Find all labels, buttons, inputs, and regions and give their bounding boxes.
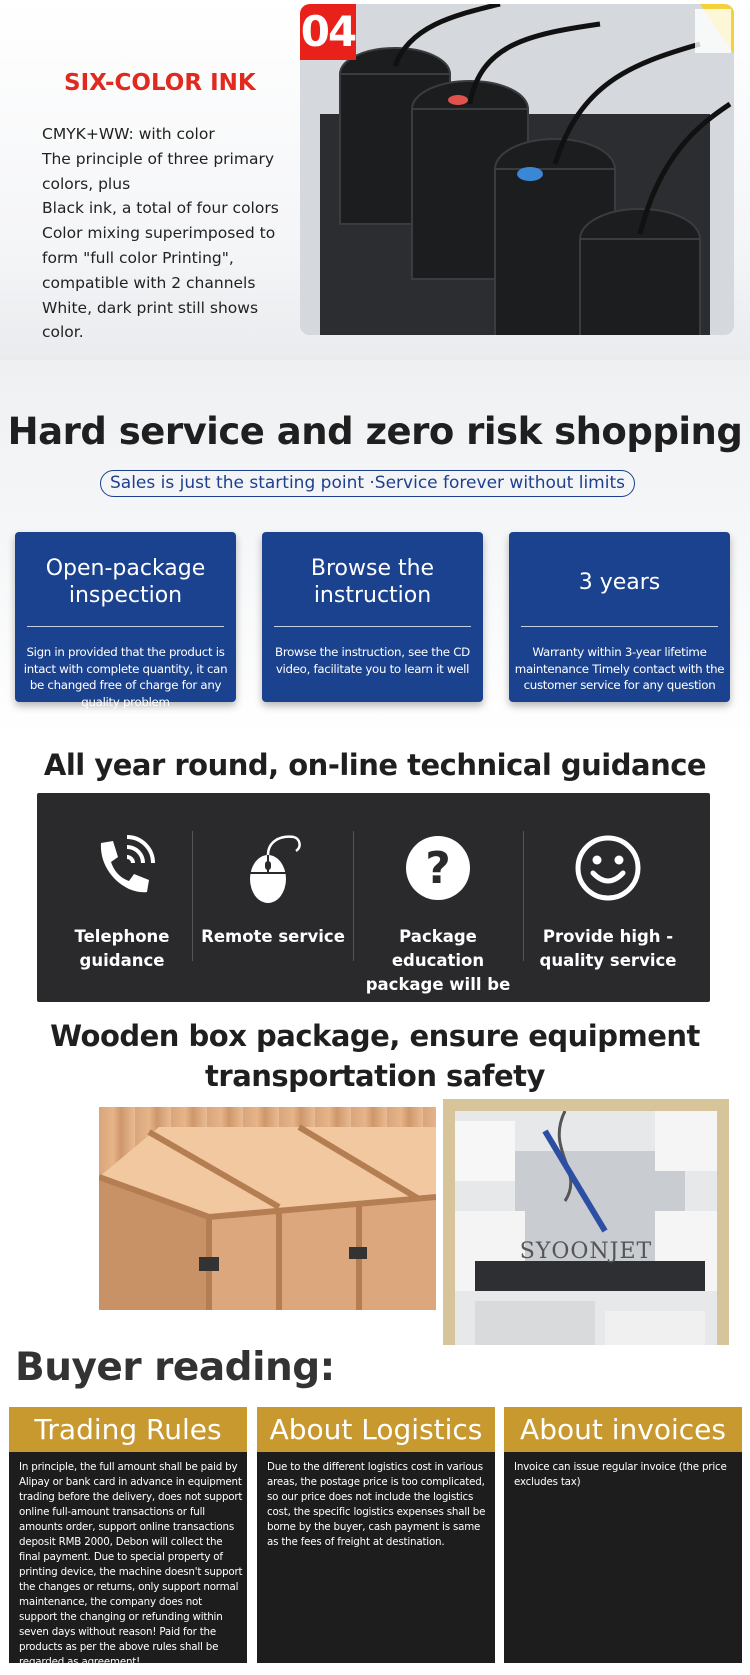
panel-text: Invoice can issue regular invoice (the price excludes tax)	[514, 1461, 727, 1488]
guidance-item-education	[353, 793, 523, 1002]
panel-heading: About invoices	[504, 1407, 742, 1452]
guidance-title: All year round, on-line technical guidance	[43, 748, 707, 782]
logistics-panel	[257, 1407, 495, 1663]
ink-line: CMYK+WW: with color	[42, 125, 215, 143]
step-badge: 04	[300, 4, 356, 60]
ink-title: SIX-COLOR INK	[64, 70, 256, 96]
service-card-warranty	[509, 532, 730, 702]
panel-text: In principle, the full amount shall be paid by Alipay or bank card in advance in equipment trading before the delivery, does not support online full-amount transactions or full amounts order, support online transactions deposit RMB 2000, Debon will collect the final payment. Due to special property of printing device, the machine doesn't support the changes or returns, only support normal maintenance, the company does not support the changing or refunding within seven days without reason! Paid for the products as per the above rules shall be regarded as agreement!	[19, 1461, 243, 1668]
packaging-title-line: transportation safety	[205, 1059, 545, 1093]
card-divider	[27, 626, 224, 627]
ink-description	[42, 122, 287, 345]
ink-bottles-photo	[300, 4, 734, 335]
service-section	[0, 360, 750, 740]
guidance-item-quality	[523, 793, 693, 1002]
card-text: Warranty within 3-year lifetime maintenance Timely contact with the customer service for any question	[514, 645, 725, 692]
card-text: Browse the instruction, see the CD video, facilitate you to learn it well	[275, 645, 470, 676]
six-color-ink-section	[0, 0, 750, 360]
invoices-panel	[504, 1407, 742, 1663]
guidance-section	[0, 740, 750, 1002]
panel-text: Due to the different logistics cost in various areas, the postage price is too complicated, so our price does not include the logistics cost, the specific logistics expenses shall be borne by the buyer, cash payment is same as the fees of freight at destination.	[267, 1461, 486, 1548]
buyer-reading-title: Buyer reading:	[15, 1345, 335, 1390]
guidance-label: Telephone guidance	[74, 927, 170, 970]
guidance-item-telephone	[37, 793, 207, 1002]
panel-heading: About Logistics	[257, 1407, 495, 1452]
wooden-crates-illustration	[99, 1107, 436, 1310]
ink-line: White, dark print still shows color.	[42, 298, 259, 342]
ink-bottles-illustration	[300, 4, 734, 335]
card-divider	[274, 626, 471, 627]
service-title: Hard service and zero risk shopping	[7, 410, 743, 453]
guidance-label: Remote service	[201, 927, 345, 946]
crate-interior	[455, 1111, 717, 1375]
ink-line: Color mixing superimposed to form "full color Printing",	[42, 224, 276, 267]
service-subtitle: Sales is just the starting point ·Service forever without limits	[100, 470, 635, 497]
question-icon	[403, 833, 473, 903]
svg-text:?: ?	[425, 843, 451, 894]
card-text: Sign in provided that the product is intact with complete quantity, it can be changed free of charge for any quality problem	[23, 645, 228, 709]
card-heading: 3 years	[578, 569, 661, 595]
smiley-icon	[573, 833, 643, 903]
guidance-item-remote	[192, 793, 354, 1002]
guidance-panel	[37, 793, 710, 1002]
telephone-icon	[87, 833, 157, 903]
mouse-icon	[238, 833, 308, 903]
packaging-title	[0, 1016, 750, 1096]
packaging-title-line: Wooden box package, ensure equipment	[50, 1019, 700, 1053]
service-cards	[15, 532, 735, 709]
packed-machine-photo	[443, 1099, 729, 1387]
card-divider	[521, 626, 718, 627]
card-heading: Open-package inspection	[45, 556, 206, 608]
panel-heading: Trading Rules	[9, 1407, 247, 1452]
guidance-label: Package education package will be	[365, 927, 511, 994]
ink-line: The principle of three primary colors, plus	[42, 149, 274, 193]
service-card-inspection	[15, 532, 236, 709]
wooden-crates-photo	[99, 1107, 436, 1310]
guidance-label: Provide high -quality service	[539, 927, 677, 970]
card-heading: Browse the instruction	[310, 556, 435, 608]
packaging-section	[0, 1002, 750, 1382]
service-card-instruction	[262, 532, 483, 702]
ink-line: compatible with 2 channels	[42, 273, 256, 292]
trading-rules-panel	[9, 1407, 247, 1668]
brand-watermark: SYOONJET	[519, 1239, 653, 1264]
buyer-reading-section	[0, 1345, 750, 1675]
ink-line: Black ink, a total of four colors	[42, 199, 279, 218]
